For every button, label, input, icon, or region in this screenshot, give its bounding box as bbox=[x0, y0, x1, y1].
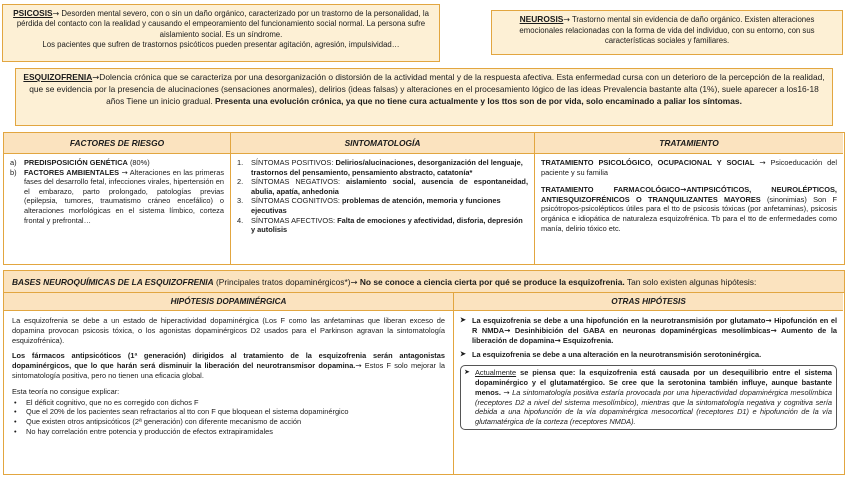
psicosis-title: PSICOSIS bbox=[13, 8, 53, 18]
list-item: • El déficit cognitivo, que no es corregido con dichos F bbox=[12, 398, 445, 408]
list-item: b) FACTORES AMBIENTALES → Alteraciones en las primeras fases del desarrollo fetal, infecciones virales, hipertensión en el embarazo, parto prolongado, patologías previas (epilepsia, tumores, traumatismo cráneo encefálico) o alteraciones morfológicas en el sistema límbico, corteza frontal y prefrontal… bbox=[10, 167, 225, 225]
list-item: 1. SÍNTOMAS POSITIVOS: Delirios/alucinaciones, desorganización del lenguaje, trastornos del pensamiento, pensamiento abstracto, catatonía* bbox=[237, 158, 523, 177]
dopa-paragraph: La esquizofrenia se debe a un estado de hiperactividad dopaminérgica (Los F como las anfetaminas que liberan exceso de dopamina provocan psicosis tóxica, o los agonistas dopaminérgicos D2 usados para el Parkinson agravan la sintomatología esquizofrénica). bbox=[12, 316, 445, 345]
actualmente-box: ➤ Actualmente se piensa que: la esquizofrenia está causada por un desequilibrio entre el sistema dopaminérgico y el glutamatérgico. Se cree que la serotonina también influye, aunque bastante menos. → La sintomatología positiva estaría provocada por una hiperactividad dopaminérgica mesolímbica (receptores D2 a nivel del sistema mesolímbico), mientras que la sintomatología negativa y cognitiva sería debida a una hipofunción de la vía dopaminérgica mesocortical (receptores D1) e hipofunción de la vía glutamatérgica de la corteza (receptores NMDA). bbox=[460, 365, 837, 430]
arrow-right-icon: → bbox=[680, 185, 687, 195]
arrow-right-icon: → bbox=[563, 15, 570, 24]
list-item: ➤ La esquizofrenia se debe a una alteración en la neurotransmisión serotoninérgica. bbox=[460, 350, 837, 360]
list-item: 3. SÍNTOMAS COGNITIVOS: problemas de atención, memoria y funciones ejecutivas bbox=[237, 196, 501, 215]
arrow-right-icon: → bbox=[504, 325, 511, 335]
neurosis-definition: Trastorno mental sin evidencia de daño orgánico. Existen alteraciones emocionales relacionadas con la forma de vida del individuo, con su entorno, con sus características sociales y familiares. bbox=[519, 15, 815, 46]
esquizofrenia-box bbox=[15, 68, 833, 126]
arrow-right-icon: → bbox=[554, 335, 561, 345]
psicosis-note: Los pacientes que sufren de trastornos psicóticos pueden presentar agitación, agresión, impulsividad… bbox=[42, 40, 400, 50]
tratamiento-psicologico: TRATAMIENTO PSICOLÓGICO, OCUPACIONAL Y SOCIAL → Psicoeducación del paciente y su familia bbox=[541, 158, 838, 177]
actualmente-label: Actualmente bbox=[475, 368, 517, 378]
list-item: • Que el 20% de los pacientes sean refractarios al tto con F que bloquean el sistema dopaminérgico bbox=[12, 407, 445, 417]
esquizofrenia-title: ESQUIZOFRENIA bbox=[23, 72, 93, 82]
neurosis-title: NEUROSIS bbox=[519, 14, 564, 24]
arrow-right-icon: → bbox=[759, 158, 766, 167]
neurosis-box bbox=[491, 10, 843, 55]
psicosis-definition: Desorden mental severo, con o sin un daño orgánico, caracterizado por un trastorno de la personalidad, la pérdida del contacto con la realidad y causando el empeoramiento del funcionamiento social normal. La persona sufre aislamiento social. Es un síndrome. bbox=[16, 9, 429, 39]
list-item: 2. SÍNTOMAS NEGATIVOS: aislamiento social, ausencia de espontaneidad, abulia, apatía, anhedonia bbox=[237, 177, 528, 196]
dopa-paragraph: Los fármacos antipsicóticos (1ª generación) dirigidos al tratamiento de la esquizofrenia serán antagonistas dopaminérgicos, que lo que harán será disminuir la liberación del neurotransmisor dopamina.→ Estos F solo mejorar la sintomatología positiva, pero no tienen una eficacia global. bbox=[12, 351, 445, 380]
otras-hipotesis-body bbox=[454, 311, 843, 474]
arrow-right-icon: → bbox=[350, 277, 358, 287]
esquizofrenia-evolution: Presenta una evolución crónica, ya que no tiene cura actualmente y los ttos son de por vida, solo encaminado a paliar los síntomas. bbox=[215, 95, 742, 106]
otras-hipotesis-header: OTRAS HIPÓTESIS bbox=[454, 293, 843, 311]
factores-column bbox=[4, 133, 231, 264]
list-item: ➤ La esquizofrenia se debe a una hipofunción en la neurotransmisión por glutamato→ Hipofunción en el R NMDA→ Desinhibición del GABA en neuronas dopaminérgicas mesolímbicas→ Aumento de la liberación de dopamina→ Esquizofrenia. bbox=[460, 316, 837, 345]
otras-hipotesis-list bbox=[460, 316, 837, 360]
list-item: • No hay correlación entre potencia y producción de efectos extrapiramidales bbox=[12, 427, 445, 437]
list-item: a) PREDISPOSICIÓN GENÉTICA (80%) bbox=[10, 158, 150, 167]
arrow-right-icon: → bbox=[503, 387, 510, 397]
hipotesis-dopaminergica-body bbox=[4, 311, 454, 474]
esquizofrenia-prevalence: Prevalencia bastante alta (1%), suele aparecer a los16-18 años Tiene un inicio gradual. bbox=[106, 83, 819, 106]
arrow-right-icon: → bbox=[121, 167, 128, 177]
esquizofrenia-table bbox=[3, 132, 845, 265]
list-item: 4. SÍNTOMAS AFECTIVOS: Falta de emociones y afectividad, disforia, depresión y autolisis bbox=[237, 215, 523, 235]
sintomatologia-column bbox=[231, 133, 535, 264]
psicosis-box bbox=[2, 4, 440, 62]
sintomatologia-header: SINTOMATOLOGÍA bbox=[231, 133, 534, 154]
arrow-right-icon: → bbox=[765, 316, 772, 325]
hipotesis-dopaminergica-header: HIPÓTESIS DOPAMINÉRGICA bbox=[4, 293, 454, 311]
arrow-right-icon: → bbox=[92, 72, 100, 82]
bases-title: BASES NEUROQUÍMICAS DE LA ESQUIZOFRENIA (Principales tratos dopaminérgicos*)→ No se conoce a ciencia cierta por qué se produce la esquizofrenia. Tan solo existen algunas hipótesis: bbox=[4, 271, 844, 293]
arrow-right-icon: → bbox=[355, 361, 362, 371]
dopa-bullet-list bbox=[12, 398, 445, 437]
tratamiento-column bbox=[535, 133, 843, 264]
dopa-paragraph: Esta teoría no consigue explicar: bbox=[12, 386, 120, 396]
arrow-right-icon: → bbox=[770, 325, 777, 335]
factores-header: FACTORES DE RIESGO bbox=[4, 133, 230, 154]
tratamiento-header: TRATAMIENTO bbox=[535, 133, 843, 154]
tratamiento-farmacologico: TRATAMIENTO FARMACOLÓGICO→ANTIPSICÓTICOS, NEUROLÉPTICOS, ANTIESQUIZOFRÉNICOS O TRANQUILIZANTES MAYORES (sinonimias) Son F psicótropos-psicolépticos útiles para el tto de psicosis tóxicas (por anfetaminas), psicosis orgánica e idiopática de naturaleza esquizofrénica. Tb para el tto de enfermedades como manía, delirio tóxico etc. bbox=[541, 185, 838, 233]
esquizofrenia-definition: Dolencia crónica que se caracteriza por una desorganización o distorsión de la actividad mental y de la respuesta afectiva. Esta enfermedad cursa con un deterioro de la percepción de la realidad, que se evidencia por la presencia de alucinaciones (sensaciones anormales), delirios (ideas falsas) y alteraciones en el procesamiento lógico de las ideas bbox=[29, 72, 825, 94]
arrow-right-icon: → bbox=[52, 9, 60, 18]
list-item: • Que existen otros antipsicóticos (2ª generación) con diferente mecanismo de acción bbox=[12, 417, 445, 427]
bases-neuroquimicas-section bbox=[3, 270, 845, 475]
